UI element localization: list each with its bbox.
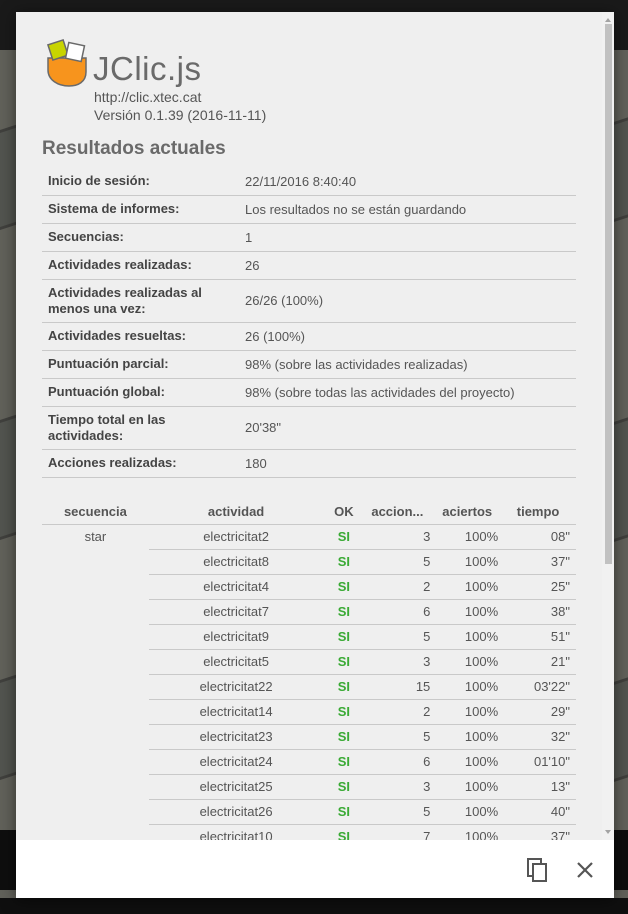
summary-value: 98% (sobre todas las actividades del proyecto) bbox=[239, 378, 576, 406]
hits-percent: 100% bbox=[436, 749, 506, 774]
actions-count: 5 bbox=[364, 549, 436, 574]
summary-row bbox=[42, 378, 576, 406]
actions-count: 5 bbox=[364, 799, 436, 824]
hits-percent: 100% bbox=[436, 774, 506, 799]
time-spent: 38" bbox=[506, 599, 576, 624]
summary-label: Inicio de sesión: bbox=[42, 168, 239, 195]
time-spent: 40" bbox=[506, 799, 576, 824]
ok-status: SI bbox=[323, 599, 364, 624]
summary-value: 20'38" bbox=[239, 406, 576, 449]
jclic-logo-icon bbox=[44, 38, 90, 88]
activity-name: electricitat9 bbox=[149, 624, 324, 649]
dialog-footer bbox=[16, 840, 614, 898]
hits-percent: 100% bbox=[436, 724, 506, 749]
summary-label: Actividades realizadas al menos una vez: bbox=[42, 279, 239, 322]
scroll-down-arrow-icon[interactable] bbox=[605, 830, 611, 834]
ok-status: SI bbox=[323, 824, 364, 840]
time-spent: 51" bbox=[506, 624, 576, 649]
report-scroll-area[interactable] bbox=[16, 12, 614, 840]
activity-name: electricitat23 bbox=[149, 724, 324, 749]
time-spent: 25" bbox=[506, 574, 576, 599]
app-url: http://clic.xtec.cat bbox=[94, 89, 202, 105]
ok-status: SI bbox=[323, 674, 364, 699]
ok-status: SI bbox=[323, 574, 364, 599]
summary-value: 22/11/2016 8:40:40 bbox=[239, 168, 576, 195]
hits-percent: 100% bbox=[436, 624, 506, 649]
summary-value: 98% (sobre las actividades realizadas) bbox=[239, 350, 576, 378]
summary-label: Tiempo total en las actividades: bbox=[42, 406, 239, 449]
actions-count: 2 bbox=[364, 699, 436, 724]
actions-count: 3 bbox=[364, 649, 436, 674]
activity-name: electricitat2 bbox=[149, 524, 324, 549]
summary-label: Secuencias: bbox=[42, 223, 239, 251]
summary-row bbox=[42, 350, 576, 378]
summary-value: 1 bbox=[239, 223, 576, 251]
results-body bbox=[42, 524, 576, 840]
hits-percent: 100% bbox=[436, 524, 506, 549]
section-title: Resultados actuales bbox=[42, 138, 226, 159]
activity-name: electricitat8 bbox=[149, 549, 324, 574]
copy-icon bbox=[524, 856, 552, 884]
scrollbar-thumb[interactable] bbox=[605, 24, 612, 564]
app-title: JClic.js bbox=[93, 50, 202, 87]
ok-status: SI bbox=[323, 524, 364, 549]
report-content bbox=[42, 12, 576, 840]
hits-percent: 100% bbox=[436, 574, 506, 599]
activity-name: electricitat7 bbox=[149, 599, 324, 624]
activity-name: electricitat10 bbox=[149, 824, 324, 840]
ok-status: SI bbox=[323, 799, 364, 824]
hits-percent: 100% bbox=[436, 549, 506, 574]
vertical-scrollbar[interactable] bbox=[602, 12, 614, 840]
actions-count: 2 bbox=[364, 574, 436, 599]
copy-button[interactable] bbox=[524, 856, 552, 884]
time-spent: 01'10" bbox=[506, 749, 576, 774]
app-header bbox=[42, 12, 576, 130]
column-header-actions[interactable]: accion... bbox=[364, 500, 436, 524]
close-icon bbox=[572, 857, 598, 883]
actions-count: 5 bbox=[364, 624, 436, 649]
column-header-sequence[interactable]: secuencia bbox=[42, 500, 149, 524]
summary-label: Acciones realizadas: bbox=[42, 449, 239, 477]
ok-status: SI bbox=[323, 624, 364, 649]
hits-percent: 100% bbox=[436, 824, 506, 840]
ok-status: SI bbox=[323, 774, 364, 799]
activity-name: electricitat14 bbox=[149, 699, 324, 724]
summary-row bbox=[42, 279, 576, 322]
actions-count: 3 bbox=[364, 524, 436, 549]
ok-status: SI bbox=[323, 649, 364, 674]
app-version: Versión 0.1.39 (2016-11-11) bbox=[94, 107, 267, 123]
scroll-up-arrow-icon[interactable] bbox=[605, 18, 611, 22]
time-spent: 03'22" bbox=[506, 674, 576, 699]
summary-label: Sistema de informes: bbox=[42, 195, 239, 223]
ok-status: SI bbox=[323, 724, 364, 749]
summary-label: Puntuación global: bbox=[42, 378, 239, 406]
activity-name: electricitat26 bbox=[149, 799, 324, 824]
close-button[interactable] bbox=[572, 857, 598, 883]
summary-label: Puntuación parcial: bbox=[42, 350, 239, 378]
actions-count: 6 bbox=[364, 749, 436, 774]
time-spent: 08" bbox=[506, 524, 576, 549]
summary-row bbox=[42, 449, 576, 477]
hits-percent: 100% bbox=[436, 799, 506, 824]
actions-count: 3 bbox=[364, 774, 436, 799]
summary-table bbox=[42, 168, 576, 478]
actions-count: 7 bbox=[364, 824, 436, 840]
time-spent: 37" bbox=[506, 549, 576, 574]
actions-count: 6 bbox=[364, 599, 436, 624]
hits-percent: 100% bbox=[436, 699, 506, 724]
summary-label: Actividades resueltas: bbox=[42, 322, 239, 350]
column-header-activity[interactable]: actividad bbox=[149, 500, 324, 524]
report-dialog bbox=[16, 12, 614, 898]
summary-row bbox=[42, 322, 576, 350]
column-header-time[interactable]: tiempo bbox=[506, 500, 576, 524]
summary-value: 180 bbox=[239, 449, 576, 477]
sequence-name: star bbox=[84, 528, 107, 544]
time-spent: 13" bbox=[506, 774, 576, 799]
results-table bbox=[42, 500, 576, 840]
ok-status: SI bbox=[323, 749, 364, 774]
time-spent: 21" bbox=[506, 649, 576, 674]
column-header-ok[interactable]: OK bbox=[323, 500, 364, 524]
ok-status: SI bbox=[323, 699, 364, 724]
activity-name: electricitat25 bbox=[149, 774, 324, 799]
actions-count: 15 bbox=[364, 674, 436, 699]
summary-value: 26/26 (100%) bbox=[239, 279, 576, 322]
hits-percent: 100% bbox=[436, 674, 506, 699]
summary-value: 26 bbox=[239, 251, 576, 279]
activity-name: electricitat4 bbox=[149, 574, 324, 599]
activity-name: electricitat24 bbox=[149, 749, 324, 774]
summary-row bbox=[42, 168, 576, 195]
summary-row bbox=[42, 195, 576, 223]
activity-name: electricitat22 bbox=[149, 674, 324, 699]
summary-value: Los resultados no se están guardando bbox=[239, 195, 576, 223]
summary-row bbox=[42, 223, 576, 251]
ok-status: SI bbox=[323, 549, 364, 574]
summary-value: 26 (100%) bbox=[239, 322, 576, 350]
summary-row bbox=[42, 406, 576, 449]
results-header-row bbox=[42, 500, 576, 524]
column-header-hits[interactable]: aciertos bbox=[436, 500, 506, 524]
time-spent: 29" bbox=[506, 699, 576, 724]
actions-count: 5 bbox=[364, 724, 436, 749]
time-spent: 37" bbox=[506, 824, 576, 840]
summary-label: Actividades realizadas: bbox=[42, 251, 239, 279]
summary-row bbox=[42, 251, 576, 279]
hits-percent: 100% bbox=[436, 599, 506, 624]
table-row bbox=[42, 524, 576, 549]
activity-name: electricitat5 bbox=[149, 649, 324, 674]
hits-percent: 100% bbox=[436, 649, 506, 674]
time-spent: 32" bbox=[506, 724, 576, 749]
